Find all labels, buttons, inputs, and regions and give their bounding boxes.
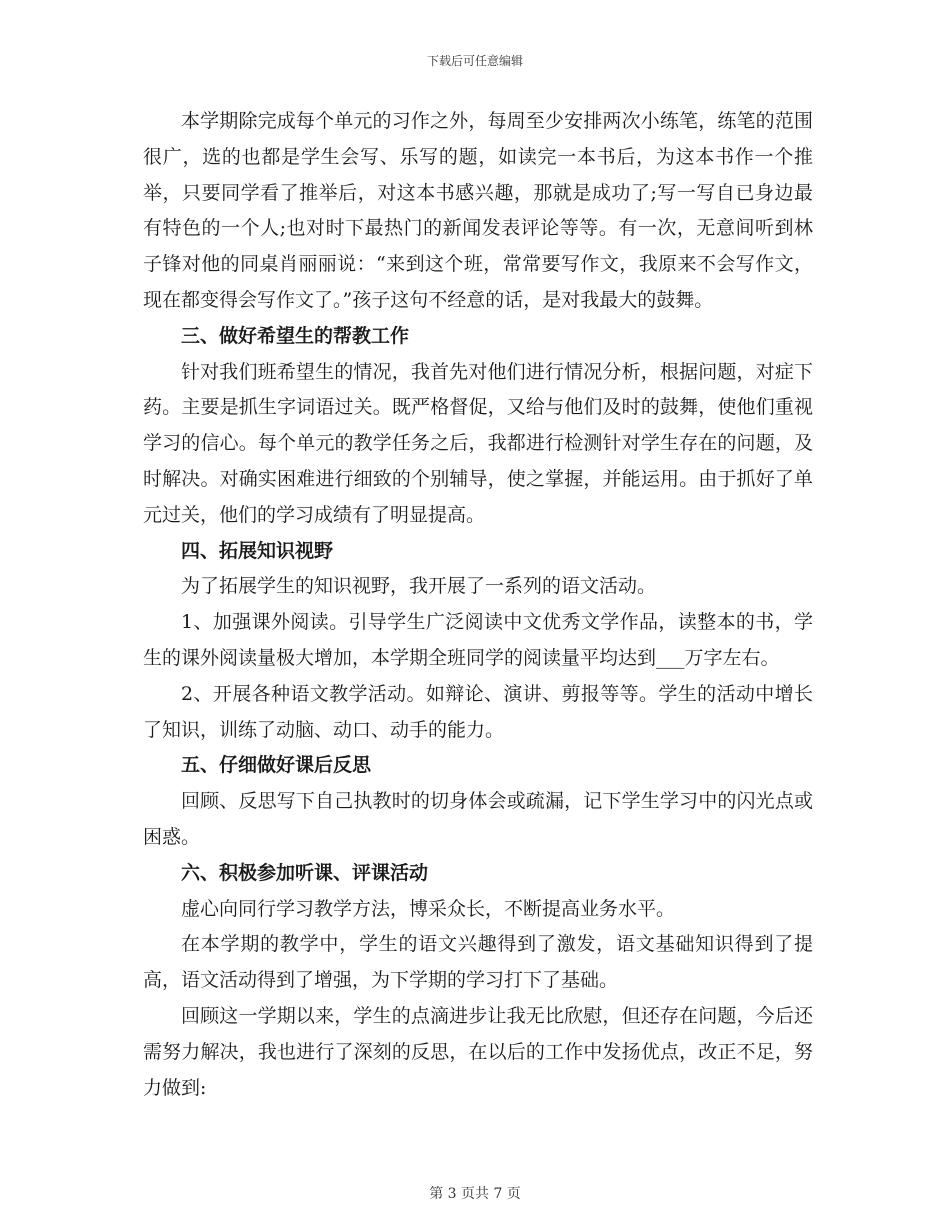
paragraph-reflection: 回顾、反思写下自己执教时的切身体会或疏漏，记下学生学习中的闪光点或困惑。: [143, 790, 813, 848]
section-heading-6: 六、积极参加听课、评课活动: [181, 861, 429, 884]
paragraph-summary: 在本学期的教学中，学生的语文兴趣得到了激发，语文基础知识得到了提高，语文活动得到了增强，为下学期的学习打下了基础。: [143, 933, 813, 992]
page-footer: 第 3 页共 7 页: [429, 1186, 521, 1202]
paragraph-activities-intro: 为了拓展学生的知识视野，我开展了一系列的语文活动。: [181, 575, 657, 598]
paragraph-learning: 虚心向同行学习教学方法，博采众长，不断提高业务水平。: [181, 897, 676, 920]
section-heading-4: 四、拓展知识视野: [181, 539, 334, 562]
document-body: [143, 104, 813, 1106]
paragraph-reading: 1、加强课外阅读。引导学生广泛阅读中文优秀文学作品，读整本的书，学生的课外阅读量极大增加，本学期全班同学的阅读量平均达到___万字左右。: [143, 611, 813, 669]
paragraph-review: 回顾这一学期以来，学生的点滴进步让我无比欣慰，但还存在问题，今后还需努力解决，我也进行了深刻的反思，在以后的工作中发扬优点，改正不足，努力做到:: [143, 1004, 813, 1099]
paragraph-language-activities: 2、开展各种语文教学活动。如辩论、演讲、剪报等等。学生的活动中增长了知识，训练了动脑、动口、动手的能力。: [143, 682, 813, 741]
paragraph-writing-practice: 本学期除完成每个单元的习作之外，每周至少安排两次小练笔，练笔的范围很广，选的也都是学生会写、乐写的题，如读完一本书后，为这本书作一个推举，只要同学看了推举后，对这本书感兴趣，那就是成功了;写一写自已身边最有特色的一个人;也对时下最热门的新闻发表评论等等。有一次，无意间听到林子锋对他的同桌肖丽丽说：“来到这个班，常常要写作文，我原来不会写作文，现在都变得会写作文了。”孩子这句不经意的话，是对我最大的鼓舞。: [143, 110, 813, 311]
section-heading-5: 五、仔细做好课后反思: [181, 754, 372, 777]
paragraph-tutoring: 针对我们班希望生的情况，我首先对他们进行情况分析，根据问题，对症下药。主要是抓生字词语过关。既严格督促，又给与他们及时的鼓舞，使他们重视学习的信心。每个单元的教学任务之后，我都进行检测针对学生存在的问题，及时解决。对确实困难进行细致的个别辅导，使之掌握，并能运用。由于抓好了单元过关，他们的学习成绩有了明显提高。: [143, 360, 813, 526]
section-heading-3: 三、做好希望生的帮教工作: [181, 324, 410, 347]
page-header: 下载后可任意编辑: [426, 54, 523, 68]
